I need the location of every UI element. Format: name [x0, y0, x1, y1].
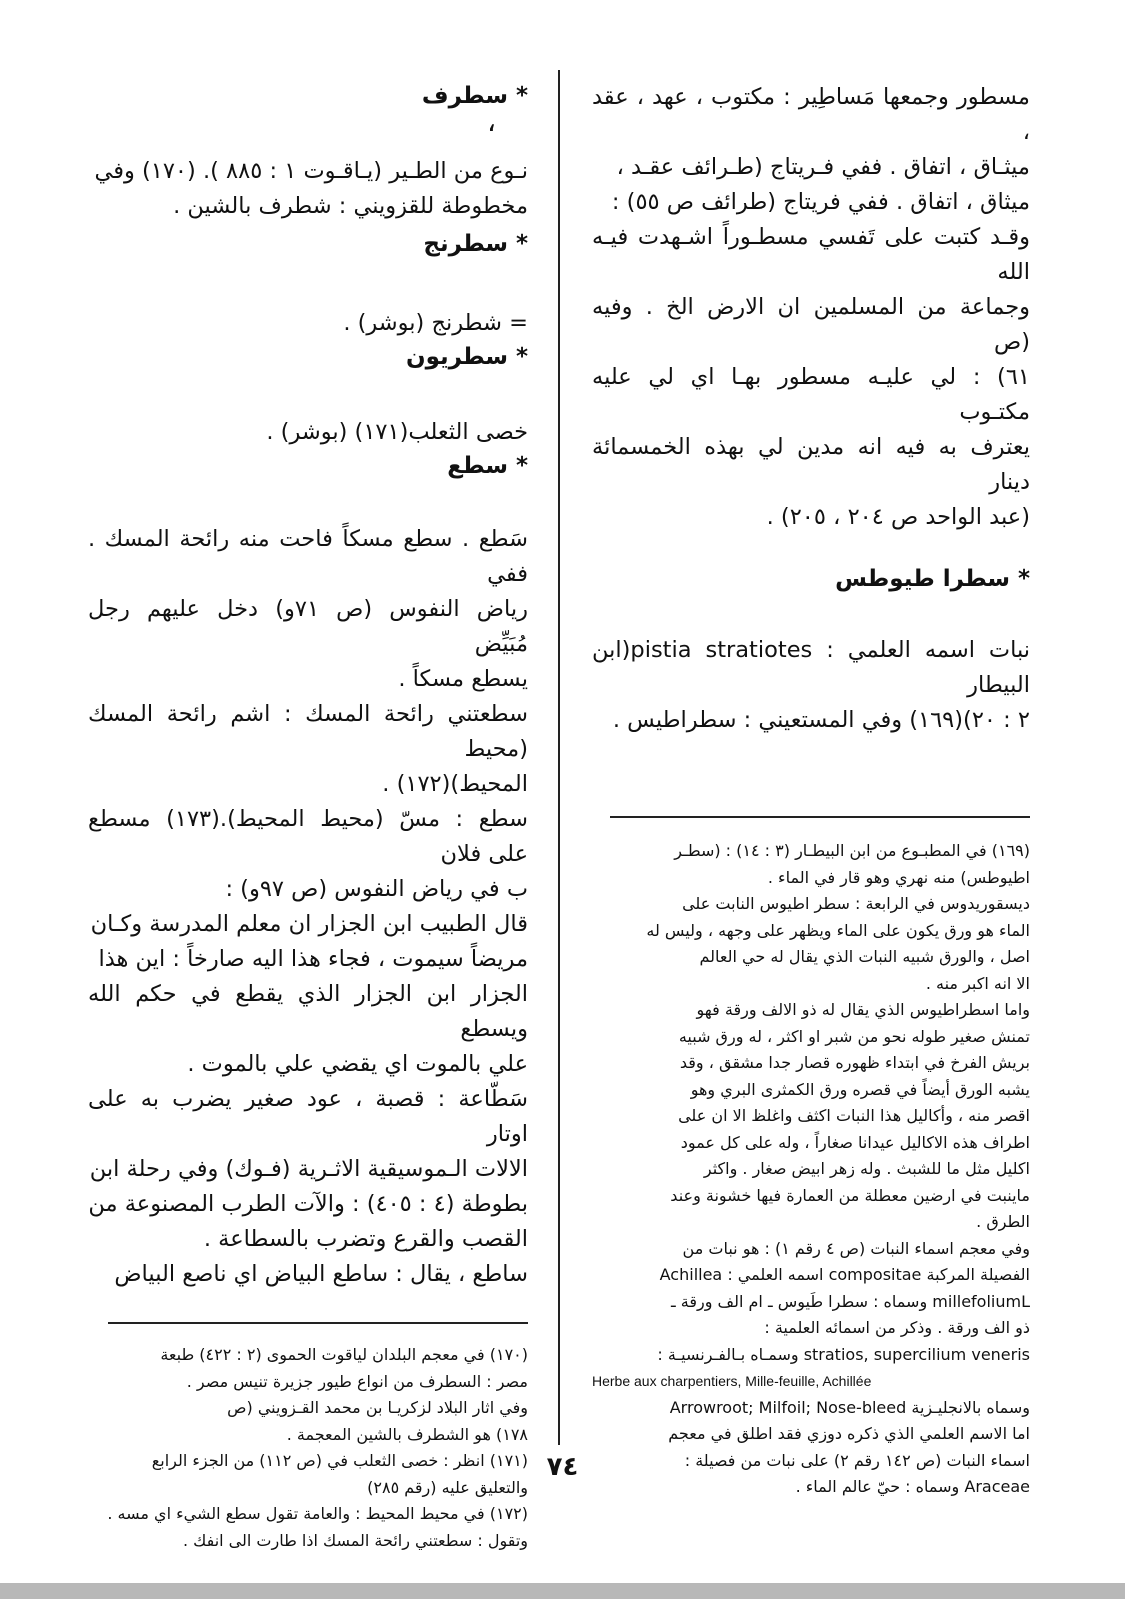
footnote-line: اصل ، والورق شبيه النبات الذي يقال له حي العالم	[699, 947, 1030, 966]
footnote-line: (١٦٩) في المطبـوع من ابن البيطـار (٣ : ١٤) : (سطـر	[674, 841, 1030, 860]
entry-body	[88, 306, 528, 341]
text-line: الجزار ابن الجزار الذي يقطع في حكم الله ويسطع	[88, 981, 528, 1042]
text-line: سطع : مسّ (محيط المحيط).(١٧٣) مسطع على فلان	[88, 806, 528, 867]
text-line: مريضاً سيموت ، فجاء هذا اليه صارخاً : اين هذا	[98, 946, 528, 972]
footnote-line: تمنش صغير طوله نحو من شبر او اكثر ، له ورق شبيه	[678, 1026, 1030, 1046]
footnote-line: وسماه بالانجليـزية Arrowroot; Milfoil; Nose-bleed	[669, 1397, 1030, 1417]
text-line: وقـد كتبت على تَفسي مسطـوراً اشـهدت فيـه الله	[592, 224, 1030, 285]
entry-heading: * سطرف	[421, 83, 528, 109]
footnote-line: وتقول : سطعتني رائحة المسك اذا طارت الى انفك .	[182, 1530, 528, 1550]
footnote-line: (١٧١) انظر : خصى الثعلب في (ص ١١٢) من الجزء الرابع	[151, 1451, 528, 1470]
footnote-line: الفصيلة المركبة compositae اسمه العلمي : Achillea	[659, 1265, 1030, 1284]
footnotes	[592, 838, 1030, 1501]
entry-heading: * سطريون	[405, 344, 528, 370]
text-line: سَطّاعة : قصبة ، عود صغير يضرب به على اوتار	[88, 1086, 528, 1147]
text-line: نبات اسمه العلمي : pistia stratiotes(ابن البيطار	[592, 637, 1031, 698]
text-line: نـوع من الطـير (يـاقـوت ١ : ٨٨٥ ). (١٧٠) وفي	[94, 158, 528, 184]
text-line: وجماعة من المسلمين ان الارض الخ . وفيه (ص	[592, 294, 1030, 355]
text-line: ٢ : ٢٠)(١٦٩) وفي المستعيني : سطراطيس .	[612, 707, 1030, 733]
text-line: القصب والقرع وتضرب بالسطاعة .	[203, 1226, 528, 1252]
footnote-line: يشبه الورق أيضاً في قصره ورق الكمثرى البري وهو	[690, 1079, 1030, 1099]
scan-edge	[0, 1583, 1125, 1599]
entry-heading: * سطرنج	[423, 231, 528, 257]
entry-heading: * سطع	[447, 453, 528, 479]
footnote-line: (١٧٠) في معجم البلدان لياقوت الحموى (٢ : ٤٢٢) طبعة	[160, 1345, 528, 1364]
text-line: = شطرنج (بوشر) .	[343, 310, 528, 336]
footnote-line: Herbe aux charpentiers, Mille-feuille, Achillée	[592, 1373, 872, 1389]
footnote-line: وفي معجم اسماء النبات (ص ٤ رقم ١) : هو نبات من	[682, 1238, 1030, 1258]
page-number: ٧٤	[546, 1452, 579, 1482]
footnote-line: ماينبت في ارضين معطلة من العمارة فيها خشونة وعند	[670, 1185, 1030, 1205]
entry-body	[592, 633, 1030, 738]
footnote-line: الطرق .	[976, 1212, 1030, 1231]
text-line: يعترف به فيه انه مدين لي بهذه الخمسمائة دينار	[592, 434, 1030, 495]
footnote-line: الماء هو ورق يكون على الماء ويظهر على وجهه ، وليس له	[646, 920, 1030, 940]
footnote-line: اكليل مثل ما للشبث . وله زهر ابيض صغار . واكثر	[703, 1159, 1030, 1178]
text-line: ٦١) : لي عليـه مسطور بهـا اي لي عليه مكتـوب	[592, 364, 1030, 425]
footnote-rule	[108, 1322, 528, 1324]
footnote-line: Araceae وسماه : حيّ عالم الماء .	[795, 1477, 1030, 1496]
text-line: المحيط)(١٧٢) .	[382, 771, 528, 797]
footnote-line: اطراف هذه الاكاليل عيدانا صغاراً ، وله على كل عمود	[680, 1132, 1030, 1152]
text-line: مخطوطة للقزويني : شطرف بالشين .	[173, 193, 528, 219]
entry-heading: * سطرا طيوطس	[835, 566, 1030, 592]
footnote-line: اما الاسم العلمي الذي ذكره دوزي فقد اطلق في معجم	[668, 1424, 1030, 1443]
footnote-line: واما اسطراطيوس الذي يقال له ذو الالف ورقة فهو	[696, 1000, 1030, 1019]
footnote-rule	[610, 816, 1030, 818]
text-line: (عبد الواحد ص ٢٠٤ ، ٢٠٥) .	[766, 504, 1030, 530]
intro-paragraph	[592, 80, 1030, 535]
footnote-line: اسماء النبات (ص ١٤٢ رقم ٢) على نبات من فصيلة :	[684, 1450, 1030, 1470]
stray-mark: ،	[486, 105, 496, 138]
text-line: رياض النفوس (ص ٧١و) دخل عليهم رجل مُبَيِّض	[88, 596, 528, 657]
text-line: ميثـاق ، اتفاق . ففي فـريتاج (طـرائف عقـد ،	[616, 154, 1030, 180]
footnotes	[88, 1342, 528, 1554]
entry-body	[88, 415, 528, 450]
footnote-line: ذو الف ورقة . وذكر من اسمائه العلمية :	[764, 1318, 1030, 1337]
footnote-line: اطيوطس) منه نهري وهو قار في الماء .	[767, 867, 1030, 887]
footnote-line: اقصر منه ، وأكاليل هذا النبات اكثف واغلظ الا ان على	[678, 1106, 1030, 1125]
right-column	[592, 80, 1030, 1501]
footnote-line: (١٧٢) في محيط المحيط : والعامة تقول سطع الشيء اي مسه .	[107, 1504, 528, 1523]
footnote-line: millefoliumL وسماه : سطرا طَيوس ـ ام الف ورقة ـ	[671, 1291, 1030, 1311]
left-column	[88, 80, 528, 1554]
text-line: خصى الثعلب(١٧١) (بوشر) .	[266, 419, 528, 445]
text-line: يسطع مسكاً .	[398, 666, 528, 692]
text-line: ب في رياض النفوس (ص ٩٧و) :	[225, 876, 528, 902]
text-line: ساطع ، يقال : ساطع البياض اي ناصع البياض	[114, 1261, 528, 1287]
text-line: الالات الـموسيقية الاثـرية (فـوك) وفي رحلة ابن	[89, 1156, 528, 1182]
entry-body	[88, 522, 528, 1292]
entry-body	[88, 154, 528, 224]
text-line: بطوطة (٤ : ٤٠٥) : والآت الطرب المصنوعة من	[88, 1191, 528, 1217]
footnote-line: بريش الفرخ في ابتداء ظهوره قصار جدا مشقق ، وقد	[679, 1053, 1030, 1072]
text-line: مسطور وجمعها مَساطِير : مكتوب ، عهد ، عقد ،	[592, 84, 1030, 145]
footnote-line: ديسقوريدوس في الرابعة : سطر اطيوس النابت على	[682, 894, 1030, 913]
text-line: قال الطبيب ابن الجزار ان معلم المدرسة وكـان	[90, 911, 528, 937]
footnote-line: مصر : السطرف من انواع طيور جزيرة تنيس مصر .	[186, 1371, 528, 1391]
text-line: علي بالموت اي يقضي علي بالموت .	[187, 1051, 528, 1077]
text-line: سَطع . سطع مسكاً فاحت منه رائحة المسك . ففي	[88, 526, 528, 587]
footnote-line: stratios, supercilium veneris وسمـاه بـالفـرنسيـة :	[657, 1344, 1030, 1364]
column-divider	[558, 70, 560, 1445]
footnote-line: وفي اثار البلاد لزكريـا بن محمد القـزويني (ص	[227, 1398, 528, 1417]
text-line: سطعتني رائحة المسك : اشم رائحة المسك (محيط	[88, 701, 528, 762]
footnote-line: والتعليق عليه (رقم ٢٨٥)	[367, 1477, 528, 1497]
text-line: ميثاق ، اتفاق . ففي فريتاج (طرائف ص ٥٥) :	[611, 189, 1030, 215]
footnote-line: الا انه اكبر منه .	[925, 973, 1030, 993]
footnote-line: ١٧٨) هو الشطرف بالشين المعجمة .	[286, 1424, 528, 1444]
